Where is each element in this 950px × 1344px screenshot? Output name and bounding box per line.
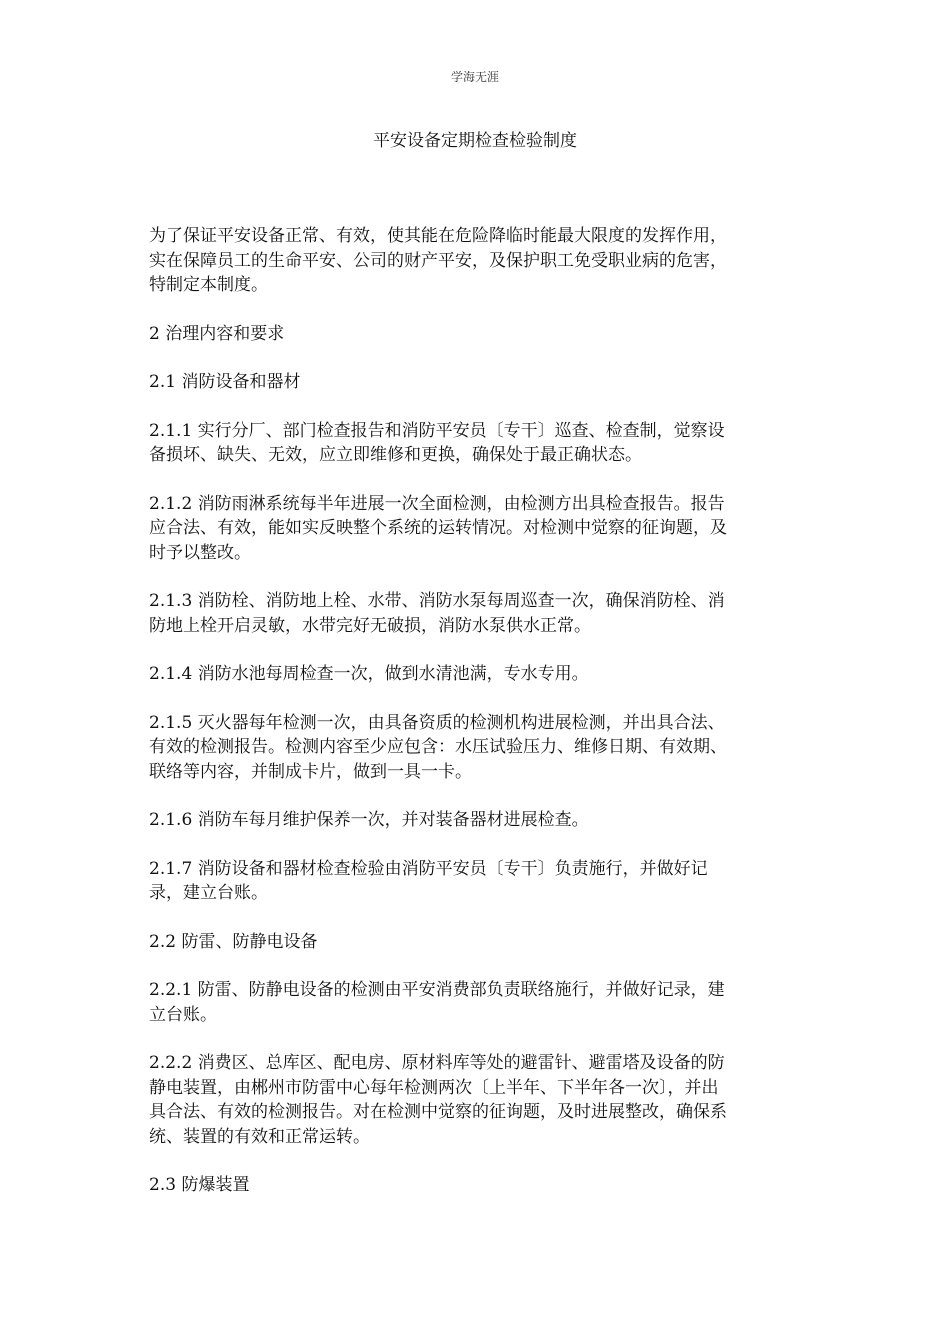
paragraph-2-2-1: 2.2.1 防雷、防静电设备的检测由平安消费部负责联络施行，并做好记录，建 立台账。 (149, 980, 725, 1025)
section-heading-2-3: 2.3 防爆装置 (149, 1175, 250, 1195)
paragraph-2-1-3: 2.1.3 消防栓、消防地上栓、水带、消防水泵每周巡查一次，确保消防栓、消 防地上栓开启灵敏，水带完好无破损，消防水泵供水正常。 (149, 591, 725, 636)
paragraph-2-2-2: 2.2.2 消费区、总库区、配电房、原材料库等处的避雷针、避雷塔及设备的防 静电装置，由郴州市防雷中心每年检测两次〔上半年、下半年各一次〕，并出 具合法、有效的检测报告。对在检测中觉察的征询题，及时进展整改，确保系 统、装置的有效和正常运转。 (149, 1053, 727, 1147)
section-heading-2-2: 2.2 防雷、防静电设备 (149, 931, 318, 952)
document-title: 平安设备定期检查检验制度 (373, 131, 577, 151)
paragraph-intro: 为了保证平安设备正常、有效，使其能在危险降临时能最大限度的发挥作用， 实在保障员工的生命平安、公司的财产平安，及保护职工免受职业病的危害， 特制定本制度。 (149, 226, 727, 295)
section-heading-2: 2 治理内容和要求 (149, 323, 285, 344)
paragraph-2-1-6: 2.1.6 消防车每月维护保养一次，并对装备器材进展检查。 (149, 810, 589, 830)
paragraph-2-1-2: 2.1.2 消防雨淋系统每半年进展一次全面检测，由检测方出具检查报告。报告 应合法、有效，能如实反映整个系统的运转情况。对检测中觉察的征询题，及 时予以整改。 (149, 493, 727, 563)
paragraph-2-1-1: 2.1.1 实行分厂、部门检查报告和消防平安员〔专干〕巡查、检查制，觉察设 备损坏、缺失、无效，应立即维修和更换，确保处于最正确状态。 (149, 420, 725, 465)
paragraph-2-1-5: 2.1.5 灭火器每年检测一次，由具备资质的检测机构进展检测，并出具合法、 有效的检测报告。检测内容至少应包含：水压试验压力、维修日期、有效期、 联络等内容，并制成卡片，做到一具一卡。 (149, 712, 727, 782)
page-header: 学海无涯 (450, 70, 499, 84)
paragraph-2-1-7: 2.1.7 消防设备和器材检查检验由消防平安员〔专干〕负责施行，并做好记 录，建立台账。 (149, 858, 708, 903)
paragraph-2-1-4: 2.1.4 消防水池每周检查一次，做到水清池满，专水专用。 (149, 664, 589, 684)
document-body (149, 224, 803, 1222)
section-heading-2-1: 2.1 消防设备和器材 (149, 372, 301, 392)
